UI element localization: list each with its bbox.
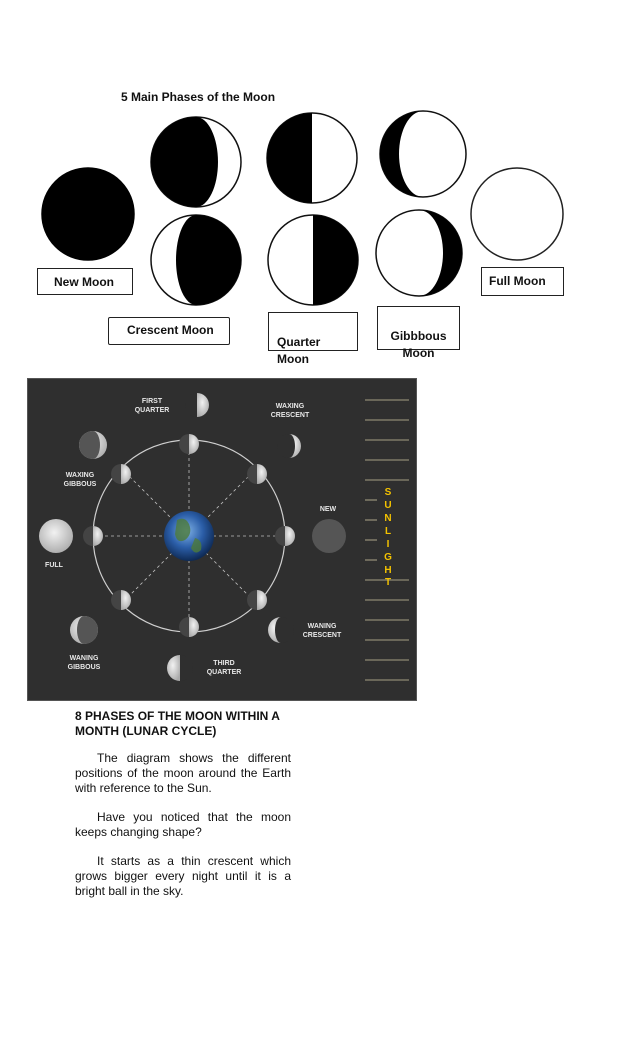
gibbous-moon-upper	[380, 111, 466, 197]
label-waning-gibbous: WANING GIBBOUS	[67, 655, 101, 671]
sunlight-letter: L	[384, 526, 392, 537]
moon-phases-illustration	[0, 0, 638, 360]
crescent-moon-lower	[151, 215, 241, 305]
label-waxing-crescent: WAXING CRESCENT	[270, 403, 310, 419]
sunlight-letter: S	[384, 487, 392, 498]
label-crescent-moon-text: Crescent Moon	[127, 323, 214, 337]
paragraph-2: Have you noticed that the moon keeps changing shape?	[75, 810, 291, 839]
section-heading: 8 PHASES OF THE MOON WITHIN A MONTH (LUNAR CYCLE)	[75, 709, 280, 738]
label-crescent-moon	[108, 317, 230, 345]
lunar-cycle-graphic	[27, 378, 417, 701]
label-full: FULL	[45, 562, 63, 569]
label-third-quarter: THIRD QUARTER	[206, 660, 242, 676]
gibbous-moon-lower	[376, 210, 462, 296]
lunar-cycle-diagram	[27, 378, 417, 701]
page-title: 5 Main Phases of the Moon	[121, 90, 276, 104]
label-waxing-gibbous: WAXING GIBBOUS	[63, 472, 97, 488]
sunlight-letter: T	[384, 577, 392, 588]
label-new-moon-text: New Moon	[54, 275, 114, 289]
lunar-cycle-text	[75, 709, 291, 913]
label-full-moon-text: Full Moon	[489, 274, 546, 288]
sunlight-letter: N	[384, 513, 392, 524]
earth	[164, 511, 214, 561]
label-quarter-moon	[268, 312, 358, 366]
label-new-moon	[37, 268, 133, 295]
label-gibbous-moon	[377, 306, 460, 360]
label-full-moon	[481, 267, 564, 296]
paragraph-1: The diagram shows the different positions of the moon around the Earth with reference to the Sun.	[75, 751, 291, 795]
sunlight-letter: I	[386, 539, 390, 550]
paragraph-3: It starts as a thin crescent which grows bigger every night until it is a bright ball in the sky.	[75, 854, 291, 898]
label-waning-crescent: WANING CRESCENT	[302, 623, 342, 639]
sunlight-letter: H	[384, 565, 392, 576]
full-moon-disc	[471, 168, 563, 260]
label-first-quarter: FIRST QUARTER	[134, 398, 170, 414]
sunlight-letter: G	[384, 552, 392, 563]
label-new: NEW	[319, 506, 337, 513]
sunlight-letter: U	[384, 500, 392, 511]
crescent-moon-upper	[151, 117, 241, 207]
label-gibbous-moon-text: Gibbbous Moon	[390, 329, 447, 360]
quarter-moon-lower	[268, 215, 358, 305]
quarter-moon-upper	[267, 113, 357, 203]
label-quarter-moon-text: Quarter Moon	[277, 335, 321, 366]
new-moon-disc	[42, 168, 134, 260]
